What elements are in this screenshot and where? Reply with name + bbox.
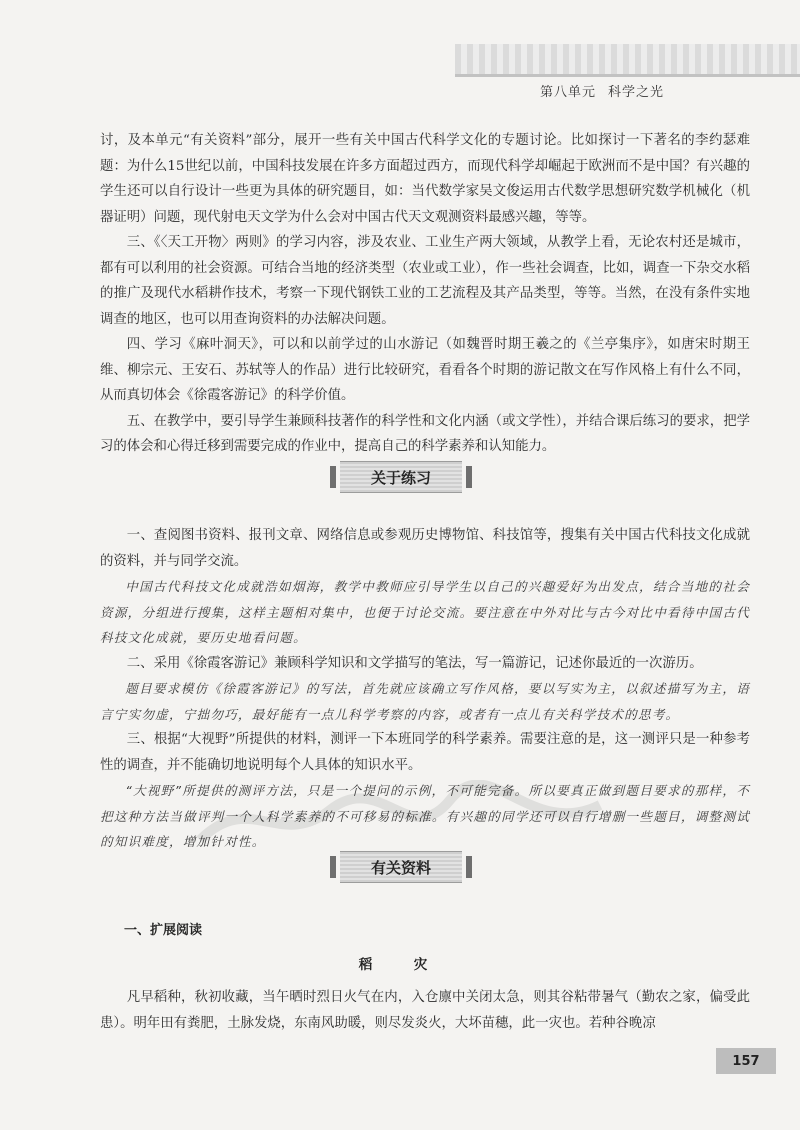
paragraph: 讨，及本单元“有关资料”部分，展开一些有关中国古代科学文化的专题讨论。比如探讨一下著名的李约瑟难题：为什么15世纪以前，中国科技发展在许多方面超过西方，而现代科学却崛起于欧洲而不是中国？有兴趣的学生还可以自行设计一些更为具体的研究题目，如：当代数学家吴文俊运用古代数学思想研究数学机械化（机器证明）问题，现代射电天文学为什么会对中国古代天文观测资料最感兴趣，等等。 (100, 133, 750, 225)
exercise-note: 题目要求模仿《徐霞客游记》的写法，首先就应该确立写作风格，要以写实为主，以叙述描写为主，语言宁实勿虚，宁拙勿巧，最好能有一点儿科学考察的内容，或者有一点儿有关科学技术的思考。 (100, 681, 750, 722)
title-bar-left (330, 856, 336, 878)
article-text-block (100, 985, 750, 1036)
subheading-extended-reading: 一、扩展阅读 (124, 923, 203, 938)
exercise-item: 三、根据“大视野”所提供的材料，测评一下本班同学的科学素养。需要注意的是，这一测评只是一种参考性的调查，并不能确切地说明每个人具体的知识水平。 (100, 732, 750, 773)
watermark-calligraphy (190, 780, 610, 860)
section-title-text: 关于练习 (370, 468, 431, 487)
section-title-materials (340, 851, 462, 883)
section-title-text: 有关资料 (370, 858, 431, 877)
exercise-item: 一、查阅图书资料、报刊文章、网络信息或参观历史博物馆、科技馆等，搜集有关中国古代科技文化成就的资料，并与同学交流。 (100, 528, 750, 569)
section-title-exercises (340, 461, 462, 493)
title-bar-left (330, 466, 336, 488)
intro-text (100, 128, 750, 460)
header-ornament (455, 44, 800, 74)
exercise-item: 二、采用《徐霞客游记》兼顾科学知识和文学描写的笔法，写一篇游记，记述你最近的一次游历。 (126, 655, 703, 671)
exercise-note: 中国古代科技文化成就浩如烟海，教学中教师应引导学生以自己的兴趣爱好为出发点，结合当地的社会资源，分组进行搜集，这样主题相对集中，也便于讨论交流。要注意在中外对比与古今对比中看待中国古代科技文化成就，要历史地看问题。 (100, 579, 750, 645)
paragraph: 五、在教学中，要引导学生兼顾科技著作的科学性和文化内涵（或文学性），并结合课后练习的要求，把学习的体会和心得迁移到需要完成的作业中，提高自己的科学素养和认知能力。 (100, 413, 750, 454)
page-number: 157 (716, 1048, 776, 1074)
title-bar-right (466, 466, 472, 488)
running-header (528, 81, 664, 100)
title-bar-right (466, 856, 472, 878)
paragraph: 四、学习《麻叶洞天》，可以和以前学过的山水游记（如魏晋时期王羲之的《兰亭集序》，如唐宋时期王维、柳宗元、王安石、苏轼等人的作品）进行比较研究，看看各个时期的游记散文在写作风格上有什么不同，从而真切体会《徐霞客游记》的科学价值。 (100, 337, 750, 403)
article-title: 稻 灾 (358, 957, 442, 973)
article-text: 凡早稻种，秋初收藏，当午晒时烈日火气在内，入仓廪中关闭太急，则其谷粘带暑气（勤农之家，偏受此患）。明年田有粪肥，土脉发烧，东南风助暖，则尽发炎火，大坏苗穗，此一灾也。若种谷晚凉 (100, 990, 750, 1031)
unit-title: 科学之光 (607, 85, 664, 100)
unit-number: 第八单元 (539, 85, 596, 100)
paragraph: 三、《〈天工开物〉两则》的学习内容，涉及农业、工业生产两大领域，从教学上看，无论农村还是城市，都有可以利用的社会资源。可结合当地的经济类型（农业或工业），作一些社会调查，比如，调查一下杂交水稻的推广及现代水稻耕作技术，考察一下现代钢铁工业的工艺流程及其产品类型，等等。当然，在没有条件实地调查的地区，也可以用查询资料的办法解决问题。 (100, 235, 750, 327)
exercise-note: “大视野”所提供的测评方法，只是一个提问的示例，不可能完备。所以要真正做到题目要求的那样，不把这种方法当做评判一个人科学素养的不可移易的标准。有兴趣的同学还可以自行增删一些题目，调整测试的知识难度，增加针对性。 (100, 783, 750, 849)
